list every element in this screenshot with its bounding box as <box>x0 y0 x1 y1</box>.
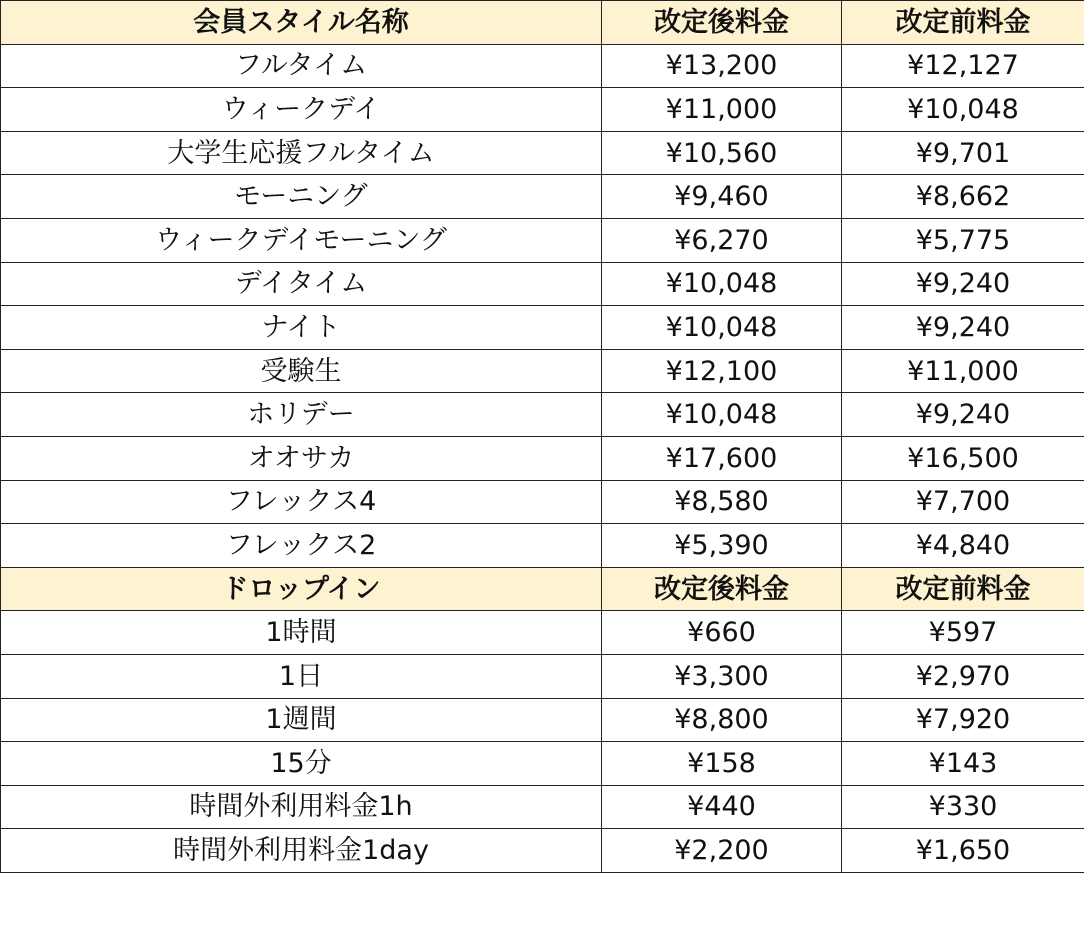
header-cell-before[interactable]: 改定前料金 <box>842 567 1084 611</box>
cell-after[interactable]: ¥10,048 <box>602 306 842 350</box>
cell-before[interactable]: ¥4,840 <box>842 524 1084 568</box>
cell-before[interactable]: ¥143 <box>842 742 1084 786</box>
cell-before[interactable]: ¥7,920 <box>842 698 1084 742</box>
cell-after[interactable]: ¥8,800 <box>602 698 842 742</box>
cell-name[interactable]: フレックス2 <box>1 524 602 568</box>
cell-after[interactable]: ¥9,460 <box>602 175 842 219</box>
table-row <box>1 218 1084 262</box>
table-row <box>1 262 1084 306</box>
cell-after[interactable]: ¥6,270 <box>602 218 842 262</box>
cell-before[interactable]: ¥9,240 <box>842 306 1084 350</box>
header-cell-after[interactable]: 改定後料金 <box>602 1 842 45</box>
cell-name[interactable]: 1時間 <box>1 611 602 655</box>
table-row <box>1 175 1084 219</box>
cell-after[interactable]: ¥13,200 <box>602 44 842 88</box>
cell-name[interactable]: 1週間 <box>1 698 602 742</box>
cell-name[interactable]: 15分 <box>1 742 602 786</box>
cell-name[interactable]: モーニング <box>1 175 602 219</box>
cell-name[interactable]: 大学生応援フルタイム <box>1 131 602 175</box>
cell-before[interactable]: ¥16,500 <box>842 436 1084 480</box>
cell-before[interactable]: ¥1,650 <box>842 829 1084 873</box>
cell-after[interactable]: ¥8,580 <box>602 480 842 524</box>
cell-before[interactable]: ¥7,700 <box>842 480 1084 524</box>
cell-name[interactable]: 時間外利用料金1day <box>1 829 602 873</box>
table-row <box>1 480 1084 524</box>
cell-name[interactable]: ウィークデイモーニング <box>1 218 602 262</box>
membership-header-row <box>1 1 1084 45</box>
cell-before[interactable]: ¥9,701 <box>842 131 1084 175</box>
table-row <box>1 785 1084 829</box>
table-row <box>1 44 1084 88</box>
cell-name[interactable]: フルタイム <box>1 44 602 88</box>
price-table-body <box>1 1 1084 873</box>
header-cell-name[interactable]: ドロップイン <box>1 567 602 611</box>
header-cell-name[interactable]: 会員スタイル名称 <box>1 1 602 45</box>
table-row <box>1 393 1084 437</box>
table-row <box>1 306 1084 350</box>
cell-before[interactable]: ¥2,970 <box>842 654 1084 698</box>
table-row <box>1 698 1084 742</box>
cell-name[interactable]: デイタイム <box>1 262 602 306</box>
table-row <box>1 349 1084 393</box>
table-row <box>1 131 1084 175</box>
cell-before[interactable]: ¥9,240 <box>842 262 1084 306</box>
cell-name[interactable]: 時間外利用料金1h <box>1 785 602 829</box>
cell-after[interactable]: ¥3,300 <box>602 654 842 698</box>
cell-name[interactable]: ウィークデイ <box>1 88 602 132</box>
cell-before[interactable]: ¥11,000 <box>842 349 1084 393</box>
cell-after[interactable]: ¥10,560 <box>602 131 842 175</box>
cell-after[interactable]: ¥5,390 <box>602 524 842 568</box>
cell-before[interactable]: ¥10,048 <box>842 88 1084 132</box>
header-cell-before[interactable]: 改定前料金 <box>842 1 1084 45</box>
cell-name[interactable]: ホリデー <box>1 393 602 437</box>
cell-name[interactable]: オオサカ <box>1 436 602 480</box>
cell-before[interactable]: ¥330 <box>842 785 1084 829</box>
cell-before[interactable]: ¥597 <box>842 611 1084 655</box>
cell-after[interactable]: ¥10,048 <box>602 262 842 306</box>
cell-name[interactable]: フレックス4 <box>1 480 602 524</box>
cell-after[interactable]: ¥660 <box>602 611 842 655</box>
table-row <box>1 524 1084 568</box>
cell-before[interactable]: ¥5,775 <box>842 218 1084 262</box>
header-cell-after[interactable]: 改定後料金 <box>602 567 842 611</box>
cell-after[interactable]: ¥17,600 <box>602 436 842 480</box>
cell-name[interactable]: 1日 <box>1 654 602 698</box>
table-row <box>1 611 1084 655</box>
table-row <box>1 742 1084 786</box>
table-row <box>1 436 1084 480</box>
cell-name[interactable]: ナイト <box>1 306 602 350</box>
cell-after[interactable]: ¥158 <box>602 742 842 786</box>
cell-after[interactable]: ¥11,000 <box>602 88 842 132</box>
cell-after[interactable]: ¥12,100 <box>602 349 842 393</box>
table-row <box>1 88 1084 132</box>
dropin-header-row <box>1 567 1084 611</box>
table-row <box>1 654 1084 698</box>
cell-name[interactable]: 受験生 <box>1 349 602 393</box>
cell-before[interactable]: ¥9,240 <box>842 393 1084 437</box>
cell-before[interactable]: ¥8,662 <box>842 175 1084 219</box>
cell-after[interactable]: ¥2,200 <box>602 829 842 873</box>
cell-before[interactable]: ¥12,127 <box>842 44 1084 88</box>
cell-after[interactable]: ¥10,048 <box>602 393 842 437</box>
table-row <box>1 829 1084 873</box>
cell-after[interactable]: ¥440 <box>602 785 842 829</box>
